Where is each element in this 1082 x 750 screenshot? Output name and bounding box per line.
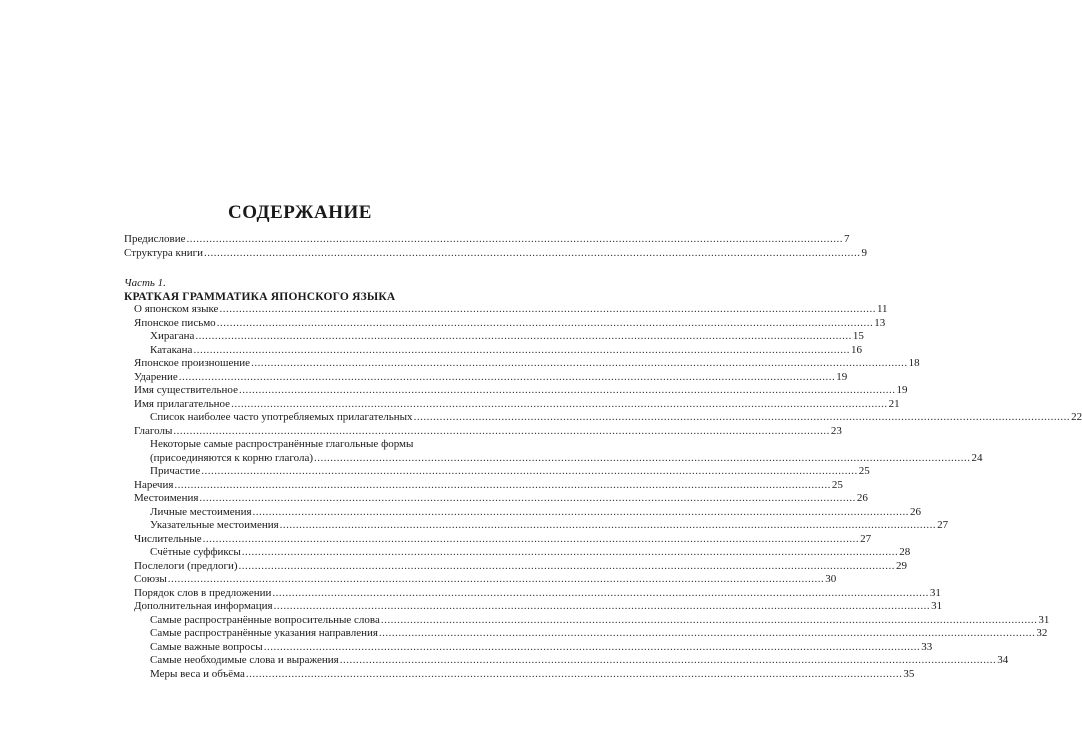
- leader-dots: [219, 303, 876, 317]
- toc-entry-page: 19: [836, 370, 848, 383]
- toc-entry-title: Личные местоимения: [150, 505, 252, 518]
- toc-entry: [124, 451, 983, 466]
- toc-entry-title: Ударение: [134, 370, 178, 383]
- toc-entry-page: 13: [874, 316, 886, 329]
- toc-entry-title: Дополнительная информация: [134, 600, 273, 612]
- toc-entry: [124, 546, 911, 560]
- leader-dots: [272, 587, 929, 601]
- leader-dots: [381, 614, 1038, 628]
- toc-entry-page: 34: [997, 654, 1009, 666]
- toc-entry-title: Катакана: [150, 343, 193, 356]
- toc-entry-page: 29: [896, 559, 908, 572]
- toc-entry-page: 32: [1036, 627, 1048, 639]
- part-heading: [124, 277, 486, 305]
- toc-entry-title: Структура книги: [124, 246, 203, 259]
- toc-entry-title: Меры веса и объёма: [150, 667, 245, 680]
- leader-dots: [239, 384, 896, 398]
- toc-entry-title: Глаголы: [134, 424, 173, 437]
- toc-entry-page: 33: [921, 640, 933, 653]
- leader-dots: [253, 506, 910, 520]
- toc-entry: [124, 600, 943, 614]
- leader-dots: [195, 330, 852, 344]
- toc-entry-title: Указательные местоимения: [150, 519, 279, 531]
- toc-entry-title-line2: (присоединяются к корню глагола): [150, 451, 314, 464]
- leader-dots: [199, 492, 856, 506]
- toc-entry-title: Имя прилагательное: [134, 397, 231, 410]
- leader-dots: [264, 641, 921, 655]
- toc-entry: [124, 613, 1050, 628]
- leader-dots: [217, 317, 874, 331]
- leader-dots: [179, 371, 836, 385]
- leader-dots: [173, 425, 830, 439]
- toc-entry-title: Японское произношение: [134, 357, 251, 369]
- toc-entry: [124, 519, 949, 533]
- toc-entry-title: Предисловие: [124, 233, 186, 245]
- leader-dots: [340, 654, 997, 668]
- toc-entry: [124, 478, 843, 493]
- leader-dots: [239, 560, 896, 574]
- toc-entry-page: 11: [876, 303, 888, 315]
- toc-entry: [124, 559, 908, 574]
- leader-dots: [203, 533, 860, 547]
- toc-front-matter: [124, 233, 867, 260]
- toc-entry-page: 7: [844, 233, 850, 245]
- toc-entry: [124, 303, 888, 317]
- toc-entry: [124, 384, 908, 398]
- toc-entry-page: 16: [850, 343, 862, 356]
- toc-entry: [124, 330, 864, 344]
- toc-entry: [124, 397, 900, 412]
- toc-entry-page: 23: [830, 424, 842, 437]
- toc-entry-title: Счётные суффиксы: [150, 546, 241, 558]
- toc-entry-title: О японском языке: [134, 303, 219, 315]
- toc-entry-page: 15: [852, 330, 864, 342]
- leader-dots: [379, 627, 1036, 641]
- toc-entry-title: Имя существительное: [134, 384, 238, 396]
- toc-entry-title: Самые необходимые слова и выражения: [150, 654, 339, 666]
- toc-entry: [124, 343, 862, 358]
- toc-entry-page: 18: [908, 357, 920, 369]
- toc-entry: [124, 357, 920, 371]
- leader-dots: [251, 357, 908, 371]
- toc-entry: [124, 627, 1048, 641]
- toc-entry-title: Хирагана: [150, 330, 195, 342]
- toc-entry: [124, 233, 850, 247]
- toc-entry-page: 22: [1071, 411, 1082, 423]
- toc-entry-page: 24: [971, 451, 983, 464]
- toc-entry-page: 26: [856, 492, 868, 504]
- toc-part-1: [124, 303, 1082, 681]
- toc-entry-title: Числительные: [134, 532, 202, 545]
- toc-entry-page: 9: [861, 246, 867, 259]
- toc-entry-title: Самые распространённые указания направления: [150, 627, 378, 639]
- toc-entry: [124, 573, 837, 587]
- toc-entry-page: 25: [858, 465, 870, 477]
- leader-dots: [414, 411, 1071, 425]
- toc-entry-page: 31: [931, 600, 943, 612]
- part-label: Часть 1.: [124, 277, 166, 289]
- leader-dots: [168, 573, 825, 587]
- toc-entry: [124, 532, 872, 547]
- toc-entry: [124, 465, 870, 479]
- toc-entry-title: Самые важные вопросы: [150, 640, 263, 653]
- toc-entry: [124, 492, 868, 506]
- leader-dots: [314, 452, 971, 466]
- leader-dots: [274, 600, 931, 614]
- leader-dots: [187, 233, 844, 247]
- toc-entry-page: 30: [825, 573, 837, 585]
- toc-entry: [124, 640, 933, 655]
- leader-dots: [201, 465, 858, 479]
- toc-entry-title: Японское письмо: [134, 316, 216, 329]
- leader-dots: [193, 344, 850, 358]
- toc-entry-page: 35: [903, 667, 915, 680]
- toc-entry-page: 27: [860, 532, 872, 545]
- toc-entry-title: Местоимения: [134, 492, 199, 504]
- leader-dots: [174, 479, 831, 493]
- leader-dots: [242, 546, 899, 560]
- toc-entry: [124, 411, 1082, 425]
- toc-entry: [124, 505, 922, 520]
- part-title: КРАТКАЯ ГРАММАТИКА ЯПОНСКОГО ЯЗЫКА: [124, 291, 396, 303]
- toc-entry-page: 21: [888, 397, 900, 410]
- toc-entry: [124, 370, 848, 385]
- toc-entry-title: Самые распространённые вопросительные слова: [150, 613, 380, 626]
- leader-dots: [231, 398, 888, 412]
- toc-entry-page: 31: [929, 586, 941, 599]
- toc-entry: [124, 316, 886, 331]
- leader-dots: [246, 668, 903, 682]
- toc-entry-title: Наречия: [134, 478, 174, 491]
- toc-entry-page: 19: [896, 384, 908, 396]
- leader-dots: [280, 519, 937, 533]
- toc-entry-page: 25: [831, 478, 843, 491]
- toc-entry-page: 26: [910, 505, 922, 518]
- page-title: СОДЕРЖАНИЕ: [228, 202, 372, 223]
- toc-entry-page: 31: [1038, 613, 1050, 626]
- leader-dots: [204, 247, 861, 261]
- toc-entry: [124, 424, 842, 439]
- toc-entry-title: Список наиболее часто употребляемых прилагательных: [150, 411, 413, 423]
- toc-entry-title: Послелоги (предлоги): [134, 559, 238, 572]
- toc-entry: [124, 246, 867, 261]
- toc-entry-title: Союзы: [134, 573, 167, 585]
- toc-entry-title: Порядок слов в предложении: [134, 586, 272, 599]
- toc-entry-title: Причастие: [150, 465, 201, 477]
- toc-entry: [124, 654, 1009, 668]
- toc-entry: [124, 667, 915, 682]
- toc-entry-title-line1: Некоторые самые распространённые глагольные формы: [150, 438, 414, 450]
- toc-entry: [124, 586, 941, 601]
- toc-entry-page: 28: [899, 546, 911, 558]
- toc-entry-page: 27: [937, 519, 949, 531]
